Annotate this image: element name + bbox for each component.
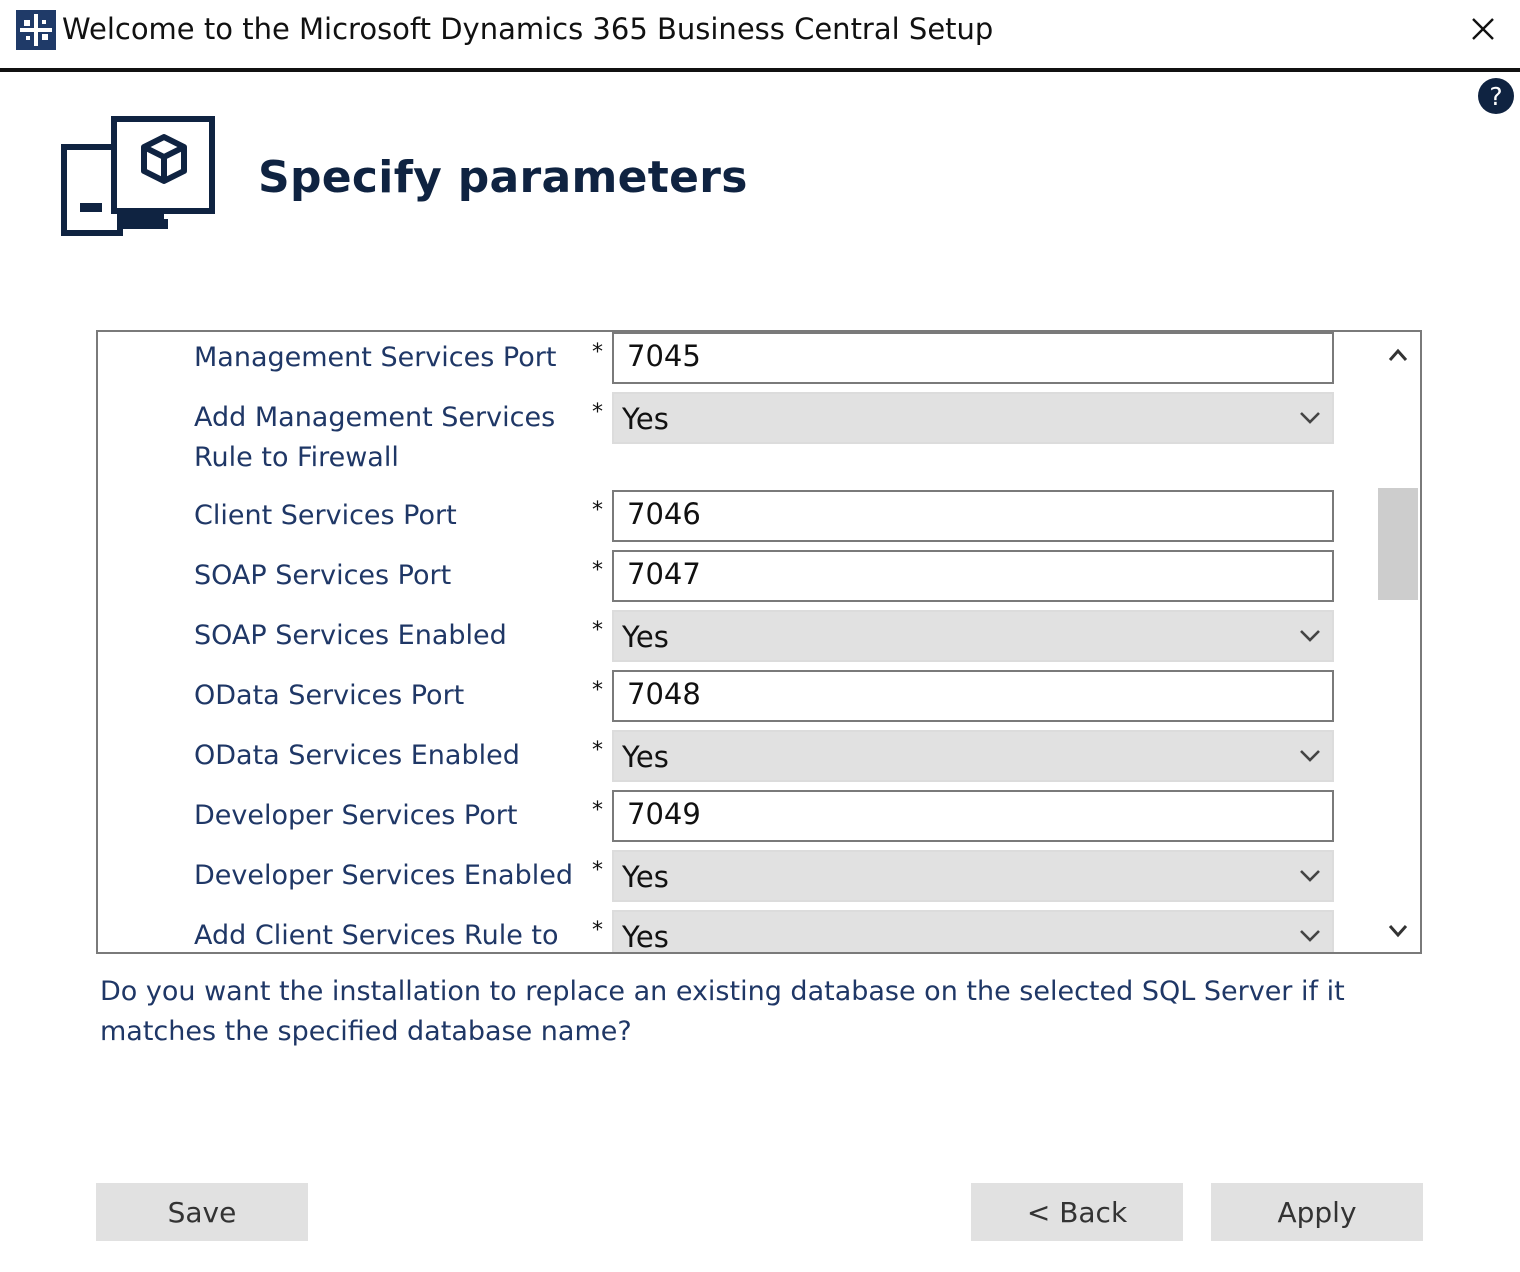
required-marker: * [592, 798, 603, 823]
parameter-label: Client Services Port [194, 500, 457, 531]
scrollbar-thumb[interactable] [1378, 488, 1418, 600]
scroll-down-icon[interactable] [1386, 922, 1410, 940]
chevron-down-icon [1298, 628, 1322, 644]
help-icon[interactable] [1477, 77, 1515, 115]
parameter-input[interactable] [612, 790, 1334, 842]
dropdown-value: Yes [622, 620, 669, 654]
close-icon[interactable] [1462, 8, 1504, 50]
required-marker: * [592, 918, 603, 943]
required-marker: * [592, 498, 603, 523]
parameter-label: SOAP Services Port [194, 560, 452, 591]
svg-text:?: ? [1489, 82, 1503, 111]
required-marker: * [592, 558, 603, 583]
parameter-label: SOAP Services Enabled [194, 620, 507, 651]
back-button[interactable]: < Back [971, 1183, 1183, 1241]
required-marker: * [592, 678, 603, 703]
chevron-down-icon [1298, 928, 1322, 944]
dropdown-value: Yes [622, 920, 669, 954]
save-button[interactable]: Save [96, 1183, 308, 1241]
parameter-input[interactable] [612, 670, 1334, 722]
input-value: 7045 [627, 339, 701, 373]
parameter-label: Developer Services Port [194, 800, 518, 831]
devices-cube-icon [60, 115, 220, 237]
parameter-input[interactable] [612, 332, 1334, 384]
parameter-description: Do you want the installation to replace an existing database on the selected SQL Server if it matches the specified database name? [100, 976, 1345, 1047]
dropdown-value: Yes [622, 860, 669, 894]
dropdown-value: Yes [622, 740, 669, 774]
scroll-up-icon[interactable] [1386, 346, 1410, 364]
parameter-dropdown[interactable] [612, 610, 1334, 662]
dynamics-app-icon [16, 10, 56, 50]
parameter-label: Management Services Port [194, 342, 557, 373]
parameters-panel [96, 330, 1422, 954]
vertical-scrollbar[interactable] [1376, 332, 1420, 952]
input-value: 7046 [627, 497, 701, 531]
apply-button[interactable]: Apply [1211, 1183, 1423, 1241]
parameter-dropdown[interactable] [612, 850, 1334, 902]
parameter-label: OData Services Enabled [194, 740, 520, 771]
title-bar-divider [0, 68, 1520, 72]
input-value: 7047 [627, 557, 701, 591]
required-marker: * [592, 618, 603, 643]
chevron-down-icon [1298, 868, 1322, 884]
parameter-dropdown[interactable] [612, 730, 1334, 782]
chevron-down-icon [1298, 748, 1322, 764]
chevron-down-icon [1298, 410, 1322, 426]
dropdown-value: Yes [622, 402, 669, 436]
parameter-dropdown[interactable] [612, 910, 1334, 954]
title-bar [0, 0, 1520, 68]
parameter-input[interactable] [612, 550, 1334, 602]
parameter-label: OData Services Port [194, 680, 465, 711]
parameter-dropdown[interactable] [612, 392, 1334, 444]
required-marker: * [592, 340, 603, 365]
parameter-label: Add Management Services Rule to Firewall [194, 402, 556, 473]
parameter-input[interactable] [612, 490, 1334, 542]
required-marker: * [592, 738, 603, 763]
input-value: 7048 [627, 677, 701, 711]
page-title: Specify parameters [258, 152, 748, 203]
window-title: Welcome to the Microsoft Dynamics 365 Business Central Setup [62, 12, 994, 46]
input-value: 7049 [627, 797, 701, 831]
required-marker: * [592, 858, 603, 883]
required-marker: * [592, 400, 603, 425]
parameter-label: Add Client Services Rule to [194, 920, 559, 951]
parameter-label: Developer Services Enabled [194, 860, 573, 891]
